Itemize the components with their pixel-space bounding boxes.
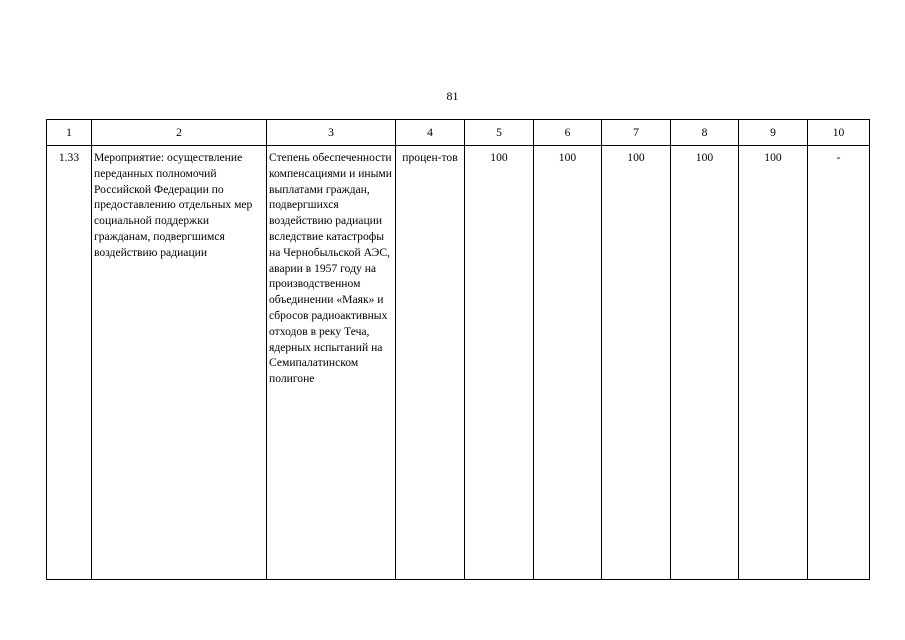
value-cell-9: 100 [739, 146, 808, 580]
unit-cell: процен-тов [396, 146, 465, 580]
header-cell-10: 10 [808, 120, 870, 146]
value-cell-8: 100 [671, 146, 739, 580]
page-number: 81 [446, 89, 459, 103]
header-cell-6: 6 [534, 120, 602, 146]
event-cell: Мероприятие: осуществление переданных полномочий Российской Федерации по предоставлению отдельных мер социальной поддержки гражданам, подвергшимся воздействию радиации [92, 146, 267, 580]
indicator-cell: Степень обеспеченности компенсациями и иными выплатами граждан, подвергшихся воздействию радиации вследствие катастрофы на Чернобыльской АЭС, аварии в 1957 году на производственном объединении «Маяк» и сбросов радиоактивных отходов в реку Теча, ядерных испытаний на Семипалатинском полигоне [267, 146, 396, 580]
table-header-row [47, 120, 870, 146]
header-cell-9: 9 [739, 120, 808, 146]
value-cell-5: 100 [465, 146, 534, 580]
indicators-table [46, 119, 870, 580]
value-cell-6: 100 [534, 146, 602, 580]
header-cell-8: 8 [671, 120, 739, 146]
value-cell-7: 100 [602, 146, 671, 580]
header-cell-4: 4 [396, 120, 465, 146]
row-number-cell: 1.33 [47, 146, 92, 580]
header-cell-2: 2 [92, 120, 267, 146]
header-cell-1: 1 [47, 120, 92, 146]
header-cell-5: 5 [465, 120, 534, 146]
table-row [47, 146, 870, 580]
value-cell-10: - [808, 146, 870, 580]
header-cell-3: 3 [267, 120, 396, 146]
header-cell-7: 7 [602, 120, 671, 146]
